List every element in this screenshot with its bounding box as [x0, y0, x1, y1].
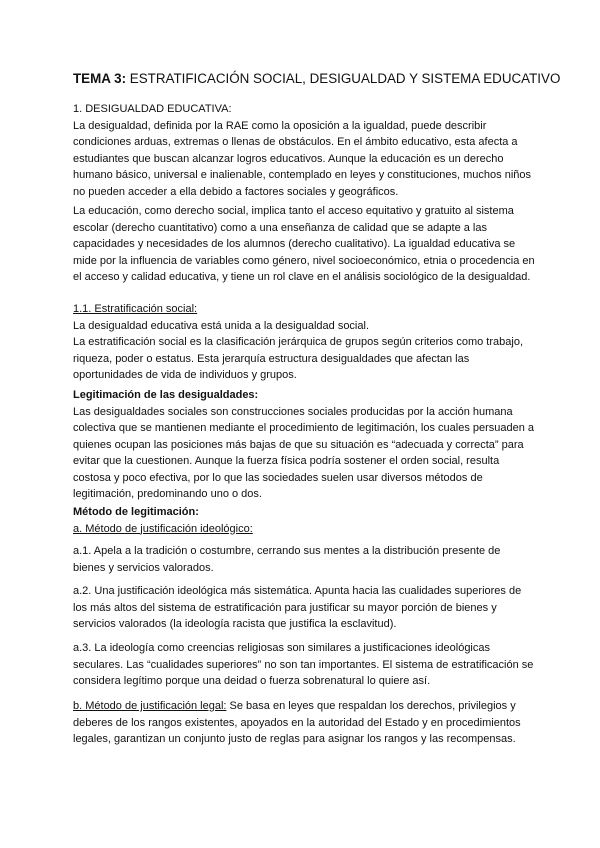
section-1-paragraph-1: La desigualdad, definida por la RAE como la oposición a la igualdad, puede describir condiciones arduas, extremas o llenas de obstáculos. En el ámbito educativo, esta afecta a estudiantes que buscan alcanzar logros educativos. Aunque la educación es un derecho humano básico, universal e inalienable, contemplado en leyes y constituciones, muchos niños no pueden acceder a ella debido a factores sociales y geográficos. [73, 119, 531, 198]
title-prefix: TEMA 3: [73, 71, 127, 86]
metodo-a2-block [73, 583, 535, 633]
metodo-a-heading: a. Método de justificación ideológico: [73, 522, 253, 535]
title-text: ESTRATIFICACIÓN SOCIAL, DESIGUALDAD Y SISTEMA EDUCATIVO [126, 71, 561, 86]
metodo-b-heading: b. Método de justificación legal: [73, 700, 227, 712]
metodo-a3-block [73, 640, 535, 690]
metodo-b-paragraph [73, 698, 535, 748]
legitimacion-section [73, 387, 535, 503]
page-title [73, 70, 561, 88]
metodo-a3: a.3. La ideología como creencias religiosas son similares a justificaciones ideológicas seculares. Las “cualidades superiores” no son tan importantes. El sistema de estratificación se considera legítimo porque una deidad o fuerza sobrenatural lo quiere así. [73, 642, 534, 687]
metodo-a1-block [73, 543, 535, 576]
section-1-heading: 1. DESIGUALDAD EDUCATIVA: [73, 103, 232, 115]
section-1-1-paragraph: La estratificación social es la clasificación jerárquica de grupos según criterios como trabajo, riqueza, poder o estatus. Esta jerarquía estructura desigualdades que afectan las oportunidades de vida de individuos y grupos. [73, 336, 524, 381]
section-1-1 [73, 301, 535, 384]
metodo-a1: a.1. Apela a la tradición o costumbre, cerrando sus mentes a la distribución presente de bienes y servicios valorados. [73, 545, 501, 574]
section-1-paragraph-2-block [73, 203, 535, 286]
section-1-1-heading: 1.1. Estratificación social: [73, 303, 198, 315]
metodo-b-text: Se basa en leyes que respaldan los derechos, privilegios y deberes de los rangos existentes, apoyados en la autoridad del Estado y en procedimientos legales, garantizan un conjunto justo de reglas para asignar los rangos y las recompensas. [73, 700, 521, 745]
legitimacion-heading: Legitimación de las desigualdades: [73, 389, 259, 401]
section-1 [73, 101, 535, 200]
section-1-paragraph-2: La educación, como derecho social, implica tanto el acceso equitativo y gratuito al sistema escolar (derecho cuantitativo) como a una enseñanza de calidad que se adapte a las capacidades y necesidades de los alumnos (derecho cualitativo). La igualdad educativa se mide por la influencia de variables como género, nivel socioeconómico, etnia o procedencia en el acceso y calidad educativa, y tiene un rol clave en el análisis sociológico de la desigualdad. [73, 205, 535, 283]
metodo-a2: a.2. Una justificación ideológica más sistemática. Apunta hacia las cualidades superiores de los más altos del sistema de estratificación para justificar su mayor porción de bienes y servicios valorados (la ideología racista que justifica la esclavitud). [73, 585, 522, 630]
section-1-1-line-1: La desigualdad educativa está unida a la desigualdad social. [73, 319, 369, 332]
metodo-b-block [73, 698, 535, 748]
metodo-heading: Método de legitimación: [73, 506, 199, 518]
legitimacion-paragraph: Las desigualdades sociales son construcciones sociales producidas por la acción humana colectiva que se mantienen mediante el procedimiento de legitimación, los cuales persuaden a quienes ocupan las posiciones más bajas de que su situación es “adecuada y correcta” para evitar que la cuestionen. Aunque la fuerza física podría sostener el orden social, resulta costosa y poco efectiva, por lo que las sociedades suelen usar diversos métodos de legitimación, predominando uno o dos. [73, 405, 535, 500]
metodo-section [73, 504, 535, 537]
